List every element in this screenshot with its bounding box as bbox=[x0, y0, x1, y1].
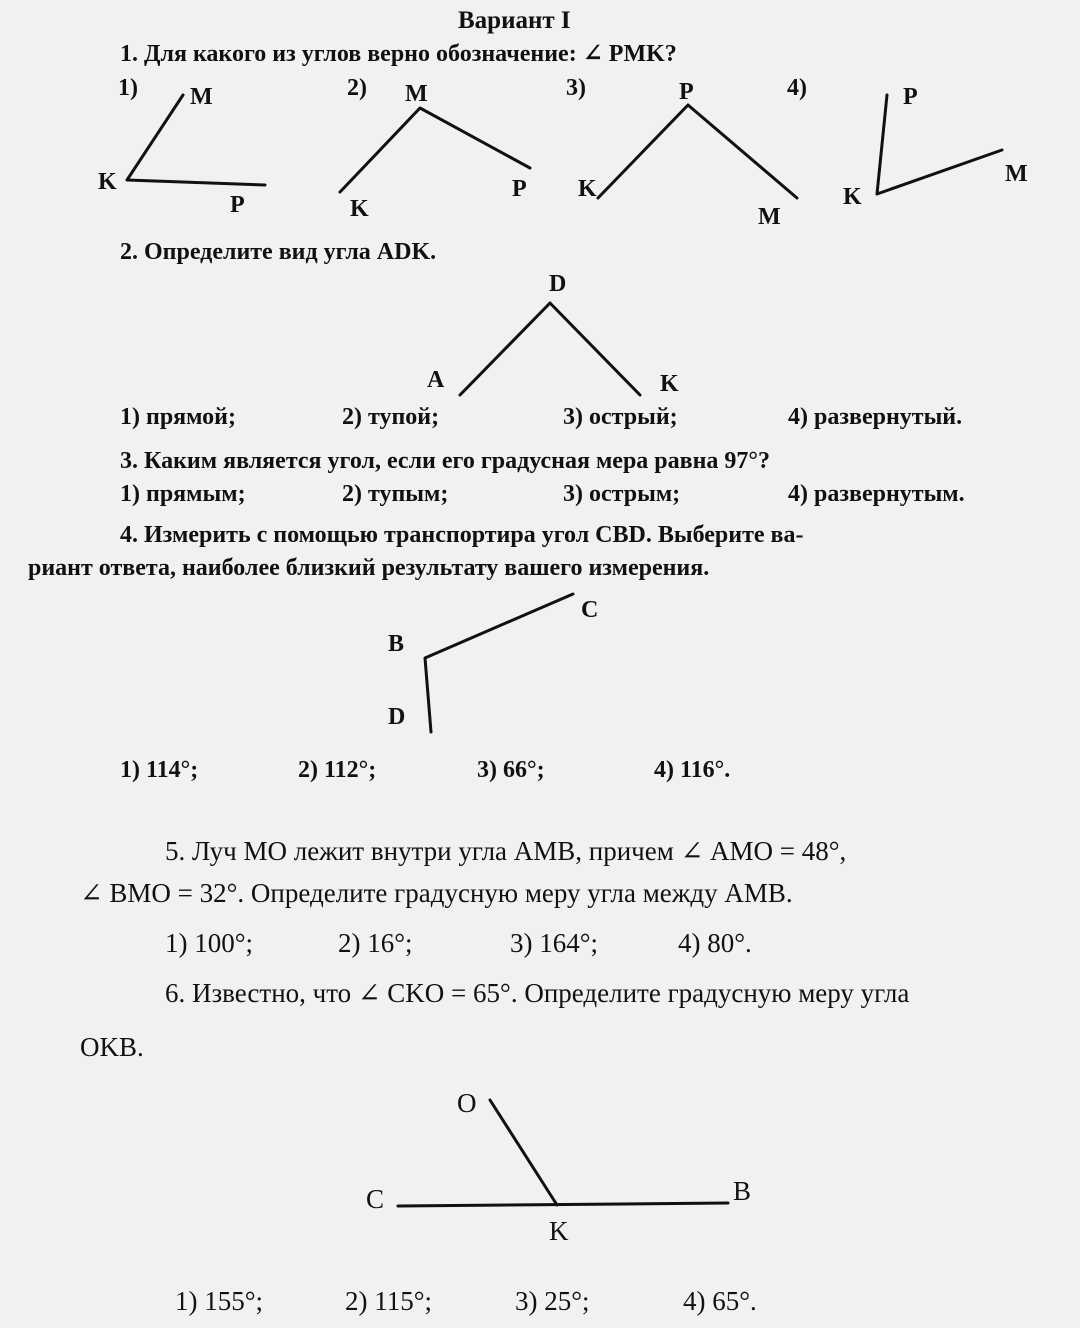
q6-option-2: 2) 115°; bbox=[345, 1286, 433, 1316]
q1-fig1-label-p: P bbox=[230, 192, 245, 218]
q1-option-2-number: 2) bbox=[347, 75, 367, 101]
q1-fig1-label-m: M bbox=[190, 84, 213, 110]
q1-fig2-label-m: M bbox=[405, 81, 428, 107]
q1-option-3-number: 3) bbox=[566, 75, 586, 101]
q1-fig3-label-m: M bbox=[758, 204, 781, 230]
q1-fig3-label-p: P bbox=[679, 79, 694, 105]
q2-option-4: 4) развернутый. bbox=[788, 404, 963, 430]
q6-option-1: 1) 155°; bbox=[175, 1286, 264, 1316]
question-3-text: 3. Каким является угол, если его градусная мера равна 97°? bbox=[120, 448, 771, 474]
q1-fig2-label-p: P bbox=[512, 176, 527, 202]
question-4-line-2: риант ответа, наиболее близкий результату вашего измерения. bbox=[28, 555, 710, 581]
q3-option-4: 4) развернутым. bbox=[788, 481, 965, 507]
q6-option-3: 3) 25°; bbox=[515, 1286, 590, 1316]
q2-label-d: D bbox=[549, 271, 567, 297]
q6-option-4: 4) 65°. bbox=[683, 1286, 757, 1316]
q6-line-cb bbox=[398, 1203, 728, 1206]
q6-label-k: K bbox=[549, 1216, 569, 1246]
question-4-line-1: 4. Измерить с помощью транспортира угол CBD. Выберите ва- bbox=[120, 522, 804, 548]
q6-ray-ko bbox=[490, 1100, 557, 1205]
page-title: Вариант I bbox=[458, 7, 571, 34]
q3-option-2: 2) тупым; bbox=[342, 481, 449, 507]
q5-option-3: 3) 164°; bbox=[510, 928, 599, 958]
q2-option-2: 2) тупой; bbox=[342, 404, 440, 430]
q4-option-1: 1) 114°; bbox=[120, 757, 199, 783]
q1-fig4-label-p: P bbox=[903, 84, 918, 110]
q2-label-a: A bbox=[427, 367, 445, 393]
question-6-line-2: OKB. bbox=[80, 1032, 144, 1062]
q3-option-1: 1) прямым; bbox=[120, 481, 246, 507]
q6-label-c: C bbox=[366, 1184, 385, 1214]
q5-option-1: 1) 100°; bbox=[165, 928, 254, 958]
q5-option-2: 2) 16°; bbox=[338, 928, 413, 958]
q4-label-b: B bbox=[388, 631, 405, 657]
question-5-line-1: 5. Луч MO лежит внутри угла AMB, причем ∠ AMO = 48°, bbox=[165, 836, 847, 866]
q2-label-k: K bbox=[660, 371, 679, 397]
q2-option-3: 3) острый; bbox=[563, 404, 678, 430]
q4-label-d: D bbox=[388, 704, 406, 730]
q4-label-c: C bbox=[581, 597, 599, 623]
q1-fig1-label-k: K bbox=[98, 169, 117, 195]
q2-option-1: 1) прямой; bbox=[120, 404, 237, 430]
q4-option-2: 2) 112°; bbox=[298, 757, 377, 783]
q6-label-b: B bbox=[733, 1176, 752, 1206]
question-2-text: 2. Определите вид угла ADK. bbox=[120, 239, 437, 265]
q5-option-4: 4) 80°. bbox=[678, 928, 752, 958]
q6-label-o: O bbox=[457, 1088, 477, 1118]
q1-fig4-label-m: M bbox=[1005, 161, 1028, 187]
q1-option-1-number: 1) bbox=[118, 75, 138, 101]
q3-option-3: 3) острым; bbox=[563, 481, 681, 507]
q1-fig4-label-k: K bbox=[843, 184, 862, 210]
q4-option-4: 4) 116°. bbox=[654, 757, 731, 783]
question-5-line-2: ∠ BMO = 32°. Определите градусную меру угла между AMB. bbox=[80, 878, 793, 908]
question-1-text: 1. Для какого из углов верно обозначение: ∠ PMK? bbox=[120, 41, 677, 67]
q1-fig3-label-k: K bbox=[578, 176, 597, 202]
q1-fig2-label-k: K bbox=[350, 196, 369, 222]
q1-option-4-number: 4) bbox=[787, 75, 807, 101]
q4-option-3: 3) 66°; bbox=[477, 757, 545, 783]
question-6-line-1: 6. Известно, что ∠ CKO = 65°. Определите градусную меру угла bbox=[165, 978, 910, 1008]
